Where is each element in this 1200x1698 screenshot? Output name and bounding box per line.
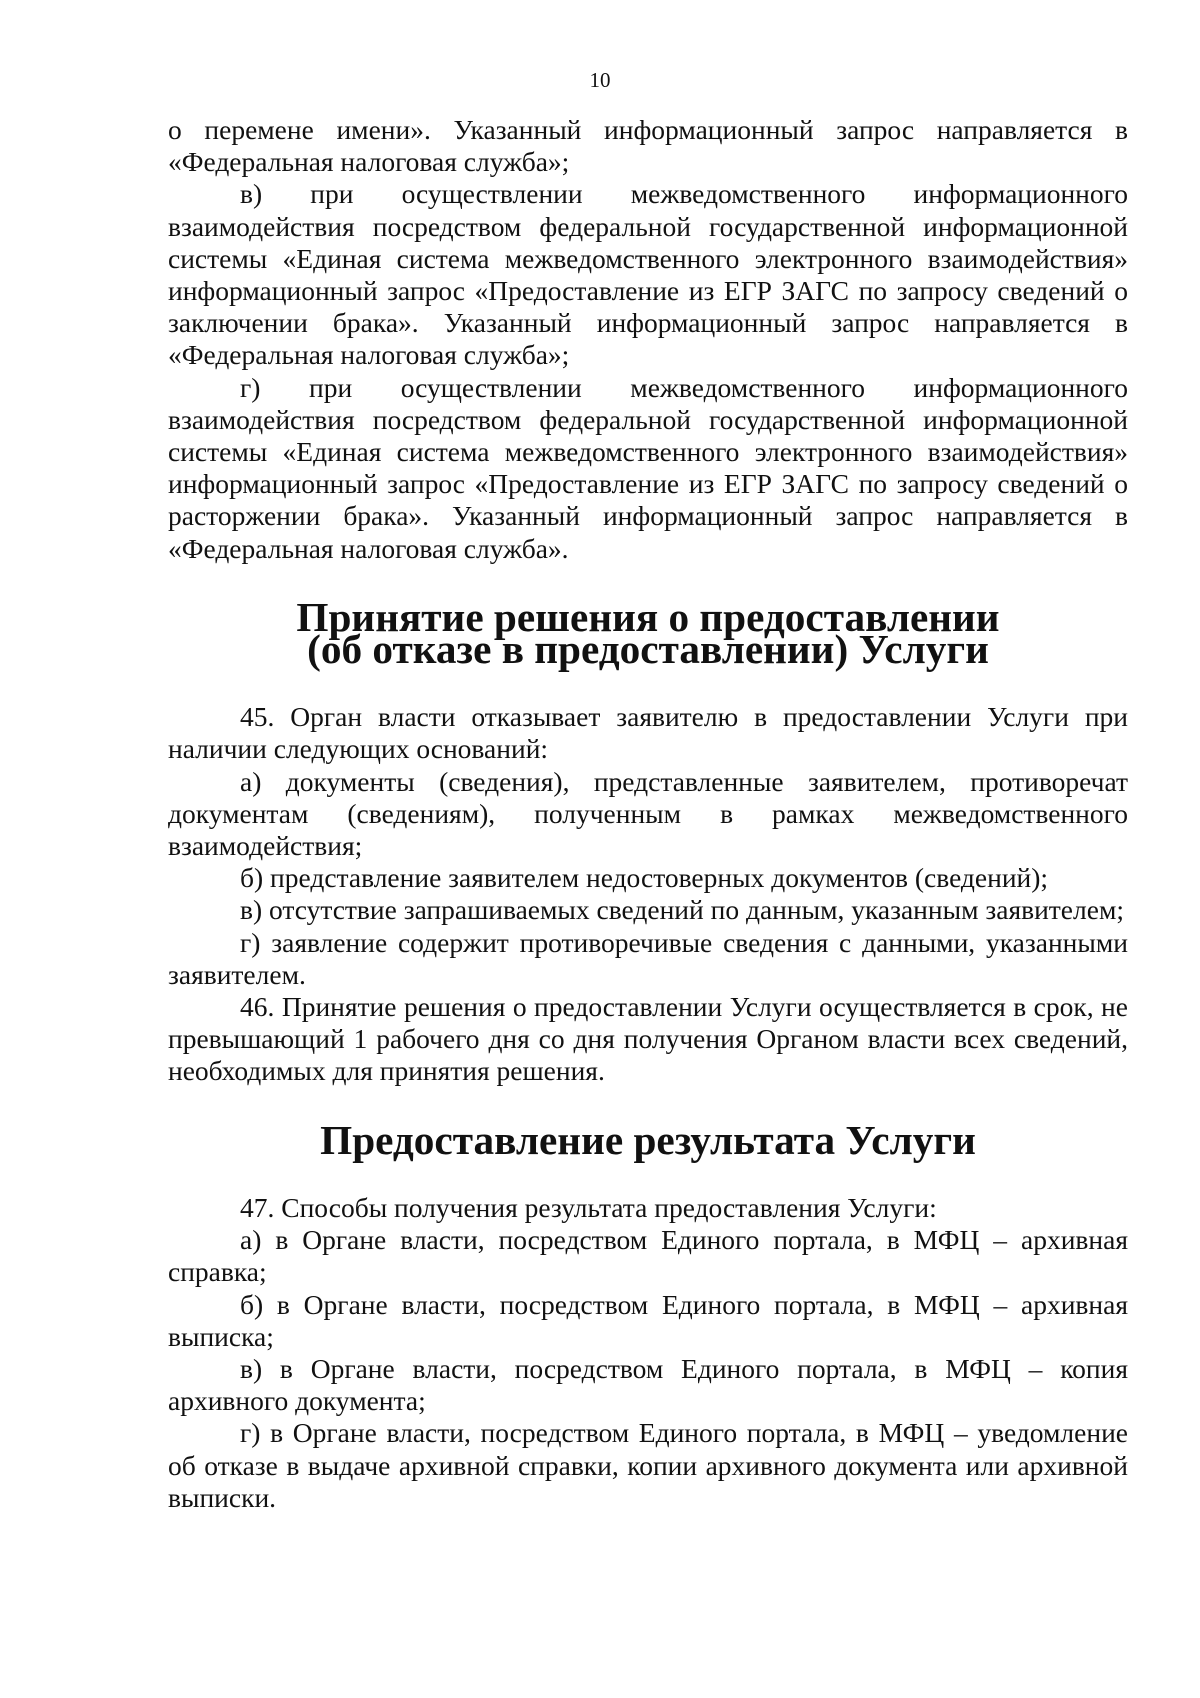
section-heading-result — [168, 1116, 1128, 1163]
paragraph-45-b: б) представление заявителем недостоверных документов (сведений); — [240, 862, 1049, 894]
paragraph-45: 45. Орган власти отказывает заявителю в предоставлении Услуги при наличии следующих оснований: — [168, 701, 1128, 765]
paragraph-item-v: в) при осуществлении межведомственного информационного взаимодействия посредством федеральной государственной информационной системы «Единая система межведомственного электронного взаимодействия» информационный запрос «Предоставление из ЕГР ЗАГС по запросу сведений о заключении брака». Указанный информационный запрос направляется в «Федеральная налоговая служба»; — [168, 178, 1128, 371]
section-heading-decision-line2: (об отказе в предоставлении) Услуги — [307, 626, 989, 673]
section-heading-decision — [168, 593, 1128, 673]
section-heading-decision-line1: Принятие решения о предоставлении — [296, 593, 1000, 640]
document-body — [168, 114, 1128, 1514]
section-result-body — [168, 1192, 1128, 1514]
paragraph-45-a: а) документы (сведения), представленные заявителем, противоречат документам (сведениям), полученным в рамках межведомственного взаимодействия; — [168, 765, 1128, 862]
paragraph-47-g: г) в Органе власти, посредством Единого портала, в МФЦ – уведомление об отказе в выдаче архивной справки, копии архивного документа или архивной выписки. — [168, 1417, 1128, 1513]
paragraph-47-v: в) в Органе власти, посредством Единого портала, в МФЦ – копия архивного документа; — [168, 1352, 1128, 1417]
paragraph-47-b: б) в Органе власти, посредством Единого портала, в МФЦ – архивная выписка; — [168, 1288, 1128, 1352]
paragraph-45-g: г) заявление содержит противоречивые сведения с данными, указанными заявителем. — [168, 926, 1128, 990]
section-heading-result-line: Предоставление результата Услуги — [320, 1116, 976, 1163]
paragraph-continuation: о перемене имени». Указанный информационный запрос направляется в «Федеральная налоговая служба»; — [168, 114, 1128, 178]
section-decision-body — [168, 701, 1128, 1087]
paragraph-item-g: г) при осуществлении межведомственного информационного взаимодействия посредством федеральной государственной информационной системы «Единая система межведомственного электронного взаимодействия» информационный запрос «Предоставление из ЕГР ЗАГС по запросу сведений о расторжении брака». Указанный информационный запрос направляется в «Федеральная налоговая служба». — [168, 371, 1128, 564]
paragraph-45-v: в) отсутствие запрашиваемых сведений по данным, указанным заявителем; — [240, 894, 1124, 926]
paragraph-46: 46. Принятие решения о предоставлении Услуги осуществляется в срок, не превышающий 1 рабочего дня со дня получения Органом власти всех сведений, необходимых для принятия решения. — [168, 991, 1128, 1087]
page-number: 10 — [589, 68, 611, 92]
paragraph-47: 47. Способы получения результата предоставления Услуги: — [240, 1191, 937, 1223]
paragraph-47-a: а) в Органе власти, посредством Единого портала, в МФЦ – архивная справка; — [168, 1224, 1128, 1288]
